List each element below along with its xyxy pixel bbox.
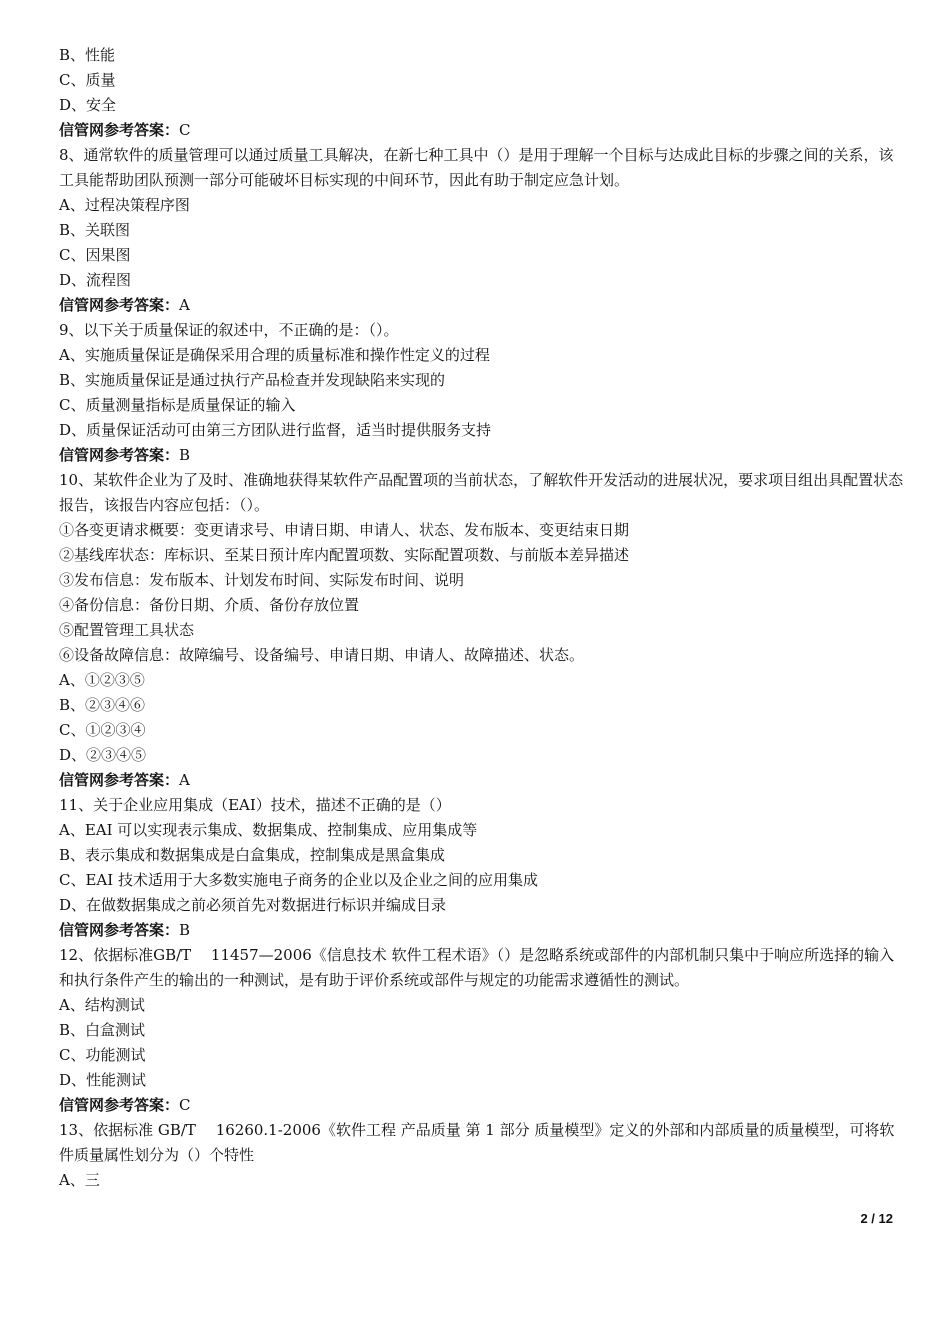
option-text: A、EAI 可以实现表示集成、数据集成、控制集成、应用集成等 (59, 821, 478, 839)
answer-label: 信管网参考答案： (59, 446, 180, 464)
option-text: A、过程决策程序图 (59, 196, 190, 214)
answer-label: 信管网参考答案： (59, 921, 180, 939)
option-text: D、②③④⑤ (59, 746, 147, 764)
answer-line (59, 768, 904, 793)
question-text: 12、依据标准GB/T 11457—2006《信息技术 软件工程术语》（）是忽略系统或部件的内部机制只集中于响应所选择的输入和执行条件产生的输出的一种测试，是有助于评价系统或部件与规定的功能需求遵循性的测试。 (59, 946, 895, 989)
option-text: C、EAI 技术适用于大多数实施电子商务的企业以及企业之间的应用集成 (59, 871, 538, 889)
option-text: D、流程图 (59, 271, 132, 289)
option-text: A、①②③⑤ (59, 671, 145, 689)
answer-value: B (179, 446, 191, 464)
option-text: D、质量保证活动可由第三方团队进行监督，适当时提供服务支持 (59, 421, 492, 439)
answer-value: C (179, 1096, 191, 1114)
option-text: A、结构测试 (59, 996, 145, 1014)
answer-value: A (179, 771, 190, 789)
page-number: 2 / 12 (860, 1211, 893, 1226)
answer-value: B (179, 921, 191, 939)
option-text: D、安全 (59, 96, 117, 114)
option-text: B、表示集成和数据集成是白盒集成，控制集成是黑盒集成 (59, 846, 446, 864)
answer-value: C (179, 121, 191, 139)
option-text: D、性能测试 (59, 1071, 147, 1089)
question-text: 10、某软件企业为了及时、准确地获得某软件产品配置项的当前状态，了解软件开发活动的进展状况，要求项目组出具配置状态报告，该报告内容应包括：（）。 (59, 471, 904, 514)
option-text: B、性能 (59, 46, 116, 64)
question-text: 13、依据标准 GB/T 16260.1-2006《软件工程 产品质量 第 1 部分 质量模型》定义的外部和内部质量的质量模型，可将软件质量属性划分为（）个特性 (59, 1121, 895, 1164)
option-text: A、实施质量保证是确保采用合理的质量标准和操作性定义的过程 (59, 346, 490, 364)
option-text: ②基线库状态：库标识、至某日预计库内配置项数、实际配置项数、与前版本差异描述 (59, 546, 630, 564)
answer-label: 信管网参考答案： (59, 121, 180, 139)
option-text: C、质量 (59, 71, 116, 89)
answer-label: 信管网参考答案： (59, 1096, 180, 1114)
question-text: 8、通常软件的质量管理可以通过质量工具解决，在新七种工具中（）是用于理解一个目标与达成此目标的步骤之间的关系，该工具能帮助团队预测一部分可能破坏目标实现的中间环节，因此有助于制定应急计划。 (59, 146, 894, 189)
option-text: B、白盒测试 (59, 1021, 146, 1039)
option-text: ⑤配置管理工具状态 (59, 621, 195, 639)
answer-value: A (179, 296, 190, 314)
option-text: ①各变更请求概要：变更请求号、申请日期、申请人、状态、发布版本、变更结束日期 (59, 521, 630, 539)
option-text: C、因果图 (59, 246, 131, 264)
answer-line (59, 1093, 904, 1118)
document-body (59, 43, 904, 1193)
option-text: D、在做数据集成之前必须首先对数据进行标识并编成目录 (59, 896, 447, 914)
answer-line (59, 293, 904, 318)
option-text: B、②③④⑥ (59, 696, 146, 714)
option-text: B、实施质量保证是通过执行产品检查并发现缺陷来实现的 (59, 371, 446, 389)
answer-line (59, 918, 904, 943)
option-text: ④备份信息：备份日期、介质、备份存放位置 (59, 596, 360, 614)
answer-label: 信管网参考答案： (59, 296, 180, 314)
answer-label: 信管网参考答案： (59, 771, 180, 789)
option-text: ③发布信息：发布版本、计划发布时间、实际发布时间、说明 (59, 571, 465, 589)
option-text: A、三 (59, 1171, 100, 1189)
question-text: 9、以下关于质量保证的叙述中，不正确的是：（）。 (59, 321, 399, 339)
question-text: 11、关于企业应用集成（EAI）技术，描述不正确的是（） (59, 796, 451, 814)
option-text: ⑥设备故障信息：故障编号、设备编号、申请日期、申请人、故障描述、状态。 (59, 646, 585, 664)
option-text: C、质量测量指标是质量保证的输入 (59, 396, 296, 414)
answer-line (59, 443, 904, 468)
option-text: C、①②③④ (59, 721, 146, 739)
answer-line (59, 118, 904, 143)
option-text: B、关联图 (59, 221, 131, 239)
option-text: C、功能测试 (59, 1046, 146, 1064)
